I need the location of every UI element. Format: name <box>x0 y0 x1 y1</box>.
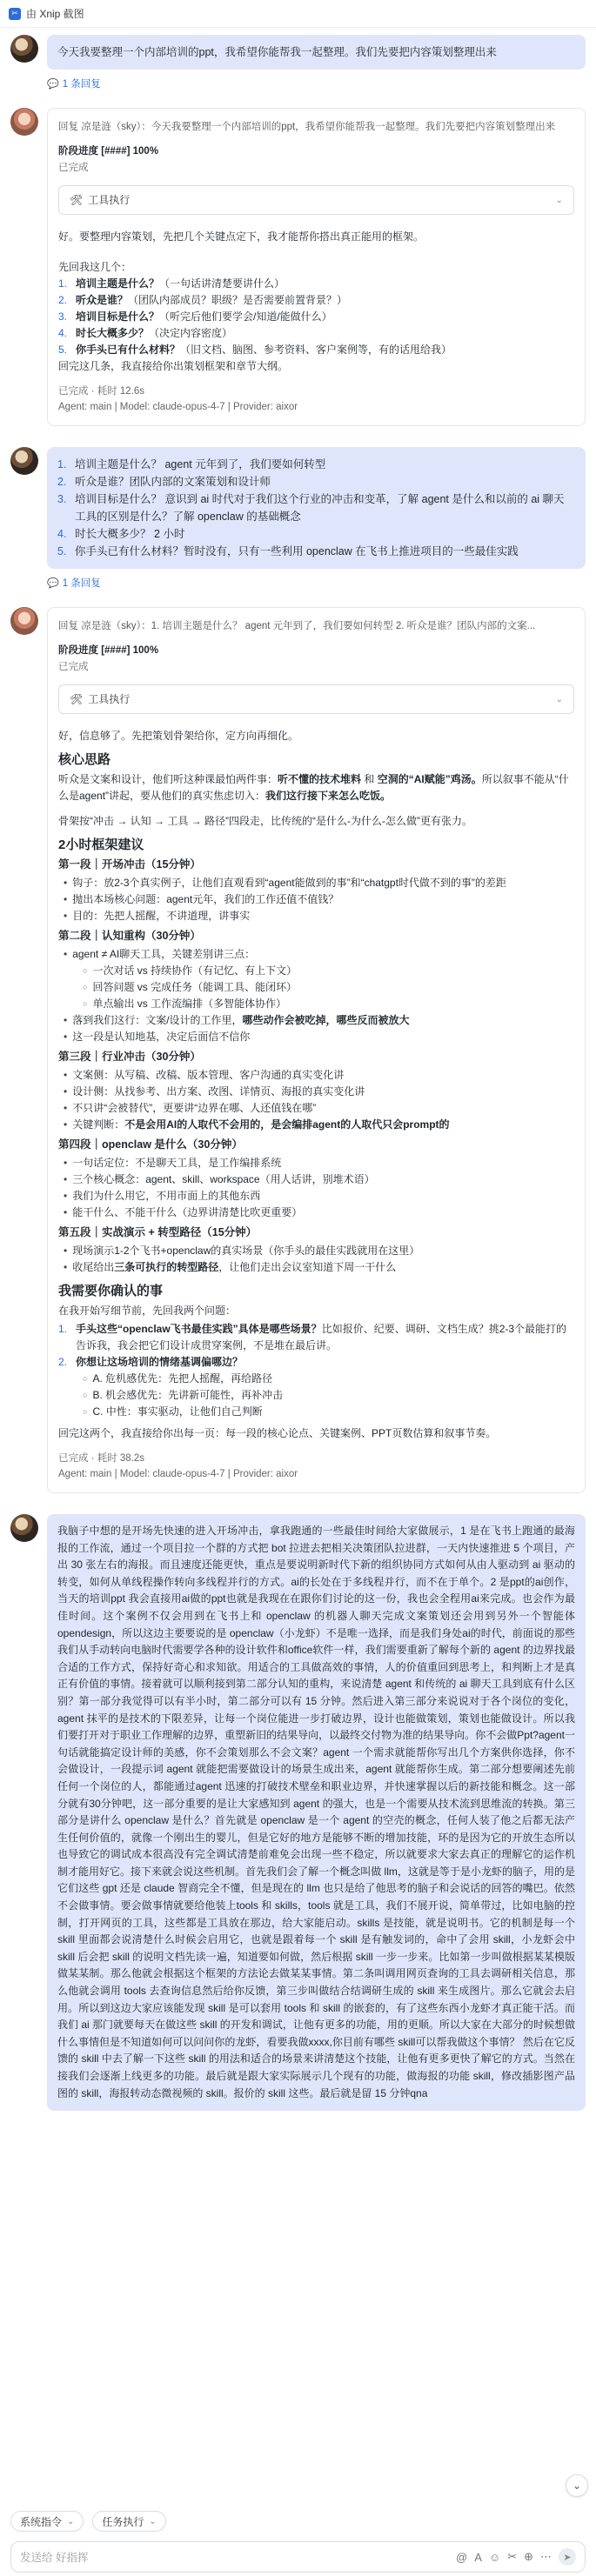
ask-text: 先回我这几个： <box>58 261 132 273</box>
system-instruction-dropdown[interactable]: 系统指令 ⌄ <box>10 2511 84 2532</box>
list-item: ○ 一次对话 vs 持续协作（有记忆、有上下文） <box>83 963 574 979</box>
list-item: 5. 你手头已有什么材料？暂时没有，只有一些利用 openclaw 在飞书上推进项目的一些最佳实践 <box>57 545 519 557</box>
status-text: 已完成 <box>58 163 89 173</box>
tools-icon: 🛠 <box>70 193 84 206</box>
tool-execution-toggle[interactable]: 🛠 工具执行 ⌄ <box>58 684 574 714</box>
list-item: • 目的：先把人摇醒，不讲道理，讲事实 <box>64 908 574 924</box>
add-icon[interactable]: ⊕ <box>524 2550 533 2563</box>
list-item: • agent ≠ AI聊天工具，关键差别讲三点： <box>64 946 574 963</box>
bot-message <box>0 108 596 426</box>
list-item: • 关键判断：不是会用AI的人取代不会用的，是会编排agent的人取代只会prompt的 <box>64 1117 574 1133</box>
bot-message <box>0 607 596 1493</box>
user-message-bubble: 我脑子中想的是开场先快速的进入开场冲击，拿我跑通的一些最佳时间给大家做展示，1 是在飞书上跑通的最海报的工作流，通过一个项目拉一个群的方式把 bot 拉进去把相关决策团队拉进群，一天内快速推进 5 个项目，产出 30 张左右的海报。而且速度还能更快，重点是要说明新时代下新的组织协同方式如何从由人驱动到 ai 驱动的转变，如何从单线程操作转向多线程并行的方式。ai的长处在于多线程并行，而不在于单个。2 是ppt的ai创作，当天的培训ppt 我会直接用ai做的ppt也就是我现在在跟你们讨论的这一份，我也会全程用ai来完成。也会作为最佳时间。这个案例不仅会用到在飞书上和 openclaw 的机器人聊天完成文案策划还会用到另外一个智能体 opendesign，所以这边主要要说的是 openclaw（小龙虾）不是唯一选择，而是我们身处ai的时代，前面说的那些我们从手动转向电脑时代需要学各种的设计软件和office软件一样，我们需要重新了解每个新的 agent 的边界找最合适的工作方式，保持好奇心和求知欲。用适合的工具做高效的事情，人的价值重回到思考上，和判断上才是真正有价值的事情。接着就可以顺利接到第二部分认知的重构，来说清楚 agent 和传统的 ai 聊天工具到底有什么区别？第一部分我觉得可以有半小时，第二部分可以有 15 分钟。然后进入第三部分来说说对于各个岗位的变化，agent 抹平的是技术的下限差异，让每一个岗位能进一步打破边界，设计也能做策划，策划也能做设计。所以我们要打开对于职业工作理解的边界，重塑新旧的结果导向，以最终交付物为准的结果导向。你不会做Ppt?agent一句话就能搞定设计师的美感，你不会策划那么不会文案？agent 一个需求就能帮你写出几个方案供你选择，你不会做设计，一段提示词 agent 就能把需要做设计的场景生成出来，agent 就能帮你生成。第二部分想要阐述先前任何一个岗位的人，都能通过agent 迅速的打破技术壁垒和职业边界，并快速掌握以后的新技能和概念。这一部分就有30分钟吧，这一部分重要的是让大家感知到 agent 的强大，也是一个需要从技术流到思维流的转换。第三部分是讲什么 openclaw 是什么？首先就是 openclaw 是一个 agent 的空壳的概念，任何人装了他之后都无法产生任何价值的，就像一个刚出生的婴儿，但是它好的地方是能够不断的增加技能，环的是因为它的开放生态所以也导致它的调试成本很高没有完全调试清楚前难免会出现一些不稳定，所以就要求大家去真正的理解它的运作机制才能用好它。接下来就会说这些机制。首先我们会了解一个概念叫做 llm，这就是等于是小龙虾的脑子，用的是它们这些 gpt 还是 claude 智商完全不懂，但是现在的 llm 也只是给了他思考的脑子和会说话的回答的嘴巴。依然不会做事情。要会做事情就要给他装上tools 和 skills，tools 就是工具，我们不展开说，简单带过，比如电脑的控制，打开网页的工具，这些都是工具放在那边，给大家能启动。skills 是技能，就是说明书。它的机制是每一个 skill 里面都会说清楚什么时候会启用它，也就是跟着每一个 skill 是有触发词的，命中了会用 skill，小龙虾会中 skill 后会把 skill 的说明文档先读一遍，知道要如何做，然后根据 skill 一步一步来。比如第一步叫做根据某某模版做某某制。那么他就会根据这个框架的方法论去做某某事情。第二条叫调用网页查询的工具去调研相关信息，那么他就会调用 tools 去查询信息然后给你反馈，第三步叫做结合结调研生成的 skill 来生成图片。那么它就会去启用。所以到这边大家应该能发现 skill 是可以套用 tools 和 skill 的嵌套的，有了这些东西小龙虾才真正能干活。而我们 ai 那门就要每天在做这些 skill 的开发和调试，让他有更多的功能，用的更顺。所以大家在大部分的时候想做什么事情但是不知道如何可以问问你的龙虾，看要我做xxxx,你目前有哪些 skill可以帮我做这个事情？ 然后在它反馈的 skill 中去了解一下这些 skill 的用法和适合的场景来讲清楚这个技能，让他有更多更快了解它的方式。当然在接我们会逐渐上线更多的功能。最后就是跟大家实际展示几个现有的功能，做海报的功能 skill，修改插影图产品图的 skill，海报转动态微视频的 skill。报价的 skill 这些。最后就是留 15 分钟qna <box>47 1514 586 2111</box>
list-item: • 收尾给出三条可执行的转型路径，让他们走出会议室知道下周一干什么 <box>64 1259 574 1276</box>
list-item: • 抛出本场核心问题：agent元年，我们的工作还值不值钱？ <box>64 891 574 908</box>
send-button[interactable]: ➤ <box>559 2548 576 2566</box>
user-message <box>0 447 596 602</box>
list-item: 4. 时长大概多少？ 2 小时 <box>57 528 185 540</box>
message-meta: 已完成 · 耗时 12.6s Agent: main | Model: claude-opus-4-7 | Provider: aixor <box>58 386 298 412</box>
user-avatar[interactable] <box>10 1514 38 1542</box>
list-item: • 这一段是认知地基，决定后面信不信你 <box>64 1029 574 1045</box>
confirm-lead: 在我开始写细节前，先回我两个问题： <box>58 1305 237 1317</box>
at-mention-icon[interactable]: @ <box>456 2550 468 2564</box>
list-item: 4. 时长大概多少？（决定内容密度） <box>58 327 233 339</box>
list-item: • 不只讲“会被替代”，更要讲“边界在哪、人还值钱在哪” <box>64 1100 574 1117</box>
window-title: 由 Xnip 截图 <box>26 8 84 20</box>
stage-progress: 阶段进度 [####] 100% <box>58 146 159 157</box>
title-bar <box>0 0 596 28</box>
reply-quote: 回复 凉是涟（sky）：1. 培训主题是什么？ agent 元年到了，我们要如何转型 2. 听众是谁？团队内部的文案... <box>58 621 536 631</box>
list-item: 2. 听众是谁？团队内部的文案策划和设计师 <box>57 476 271 488</box>
bot-message-card <box>47 607 586 1493</box>
core-paragraph: 骨架按“冲击 → 认知 → 工具 → 路径”四段走，比传统的“是什么-为什么-怎么做”更有张力。 <box>58 815 472 827</box>
status-text: 已完成 <box>58 662 89 672</box>
subsection-heading: 第四段｜openclaw 是什么（30分钟） <box>58 1138 243 1151</box>
list-item: • 能干什么、不能干什么（边界讲清楚比吹更重要） <box>64 1205 574 1221</box>
user-message <box>0 1514 596 2111</box>
list-item: • 现场演示1-2个飞书+openclaw的真实场景（你手头的最佳实践就用在这里） <box>64 1243 574 1259</box>
scissors-icon[interactable]: ✂ <box>507 2550 518 2563</box>
subsection-heading: 第五段｜实战演示 + 转型路径（15分钟） <box>58 1226 258 1238</box>
section-heading: 我需要你确认的事 <box>58 1284 164 1298</box>
user-avatar[interactable] <box>10 447 38 475</box>
subsection-heading: 第二段｜认知重构（30分钟） <box>58 930 201 942</box>
chevron-down-icon: ⌄ <box>149 2516 157 2526</box>
user-avatar[interactable] <box>10 35 38 63</box>
list-item: • 落到我们这行：文案/设计的工作里，哪些动作会被吃掉，哪些反而被放大 <box>64 1012 574 1029</box>
task-execution-dropdown[interactable]: 任务执行 ⌄ <box>92 2511 165 2532</box>
reply-icon: 💬 <box>47 577 59 589</box>
list-item: • 钩子：放2-3个真实例子，让他们直观看到“agent能做到的事”和“chatgpt时代做不到的事”的差距 <box>64 875 574 891</box>
subsection-heading: 第三段｜行业冲击（30分钟） <box>58 1051 201 1063</box>
outro-text: 回完这两个，我直接给你出每一页：每一段的核心论点、关键案例、PPT页数估算和叙事节奏。 <box>58 1427 497 1439</box>
subsection-heading: 第一段｜开场冲击（15分钟） <box>58 858 201 871</box>
intro-text: 好，信息够了。先把策划骨架给你，定方向再细化。 <box>58 730 299 742</box>
list-item: • 一句话定位：不是聊天工具，是工作编排系统 <box>64 1155 574 1171</box>
list-item: 2. 你想让这场培训的情绪基调偏哪边？ <box>58 1356 244 1368</box>
core-paragraph: 听众是文案和设计，他们听这种课最怕两件事：听不懂的技术堆料 和 空洞的“AI赋能”鸡汤。所以叙事不能从“什么是agent”讲起，要从他们的真实焦虑切入：我们这行接下来怎么吃饭。 <box>58 773 569 802</box>
message-meta: 已完成 · 耗时 38.2s Agent: main | Model: claude-opus-4-7 | Provider: aixor <box>58 1453 298 1479</box>
bot-avatar[interactable] <box>10 607 38 635</box>
tool-execution-toggle[interactable]: 🛠 工具执行 ⌄ <box>58 185 574 215</box>
message-input-placeholder: 发送给 好指挥 <box>20 2552 89 2564</box>
reply-count-link[interactable]: 💬 1 条回复 <box>47 78 101 90</box>
scroll-down-button[interactable] <box>566 2474 588 2497</box>
chevron-down-icon: ⌄ <box>572 2479 582 2492</box>
reply-quote: 回复 凉是涟（sky）：今天我要整理一个内部培训的ppt，我希望你能帮我一起整理。我们先要把内容策划整理出来 <box>58 122 556 132</box>
text-format-icon[interactable]: A <box>474 2550 482 2564</box>
chevron-down-icon: ⌄ <box>555 195 563 205</box>
composer-area <box>0 2506 596 2576</box>
list-item: 5. 你手头已有什么材料？（旧文档、脑图、参考资料、客户案例等，有的话甩给我） <box>58 344 452 356</box>
list-item: 3. 培训目标是什么？（听完后他们要学会/知道/能做什么） <box>58 310 332 323</box>
list-item: • 我们为什么用它，不用市面上的其他东西 <box>64 1188 574 1205</box>
xnip-app-icon: ✂ <box>9 8 21 20</box>
intro-text: 好。要整理内容策划，先把几个关键点定下，我才能帮你搭出真正能用的框架。 <box>58 230 425 243</box>
list-item: 3. 培训目标是什么？ 意识到 ai 时代对于我们这个行业的冲击和变革，了解 agent 是什么和以前的 ai 聊天工具的区别是什么？了解 openclaw 的基础概念 <box>57 493 565 523</box>
chevron-down-icon: ⌄ <box>67 2516 75 2526</box>
list-item: • 文案侧：从写稿、改稿、版本管理、客户沟通的真实变化讲 <box>64 1067 574 1084</box>
more-icon[interactable]: ⋯ <box>540 2550 552 2563</box>
section-heading: 2小时框架建议 <box>58 838 144 852</box>
list-item: 1. 手头这些“openclaw飞书最佳实践”具体是哪些场景？比如报价、纪要、调研、文档生成？挑2-3个最能打的告诉我，我会把它们设计成贯穿案例，不是堆在最后讲。 <box>58 1323 567 1351</box>
list-item: ○ 单点输出 vs 工作流编排（多智能体协作） <box>83 996 574 1012</box>
bot-message-card <box>47 108 586 426</box>
list-item: 2. 听众是谁？（团队内部成员？职级？是否需要前置背景？） <box>58 294 348 306</box>
emoji-icon[interactable]: ☺ <box>488 2550 501 2564</box>
list-item: 1. 培训主题是什么？ agent 元年到了，我们要如何转型 <box>57 458 326 470</box>
list-item: 1. 培训主题是什么？（一句话讲清楚要讲什么） <box>58 277 285 290</box>
chevron-down-icon: ⌄ <box>555 694 563 704</box>
tools-icon: 🛠 <box>70 692 84 705</box>
list-item: • 三个核心概念：agent、skill、workspace（用人话讲，别堆术语） <box>64 1171 574 1188</box>
bot-avatar[interactable] <box>10 108 38 136</box>
user-message-bubble: 今天我要整理一个内部培训的ppt，我希望你能帮我一起整理。我们先要把内容策划整理出来 <box>47 35 586 70</box>
list-item: ○ A. 危机感优先：先把人摇醒，再给路径 <box>83 1371 574 1387</box>
reply-icon: 💬 <box>47 78 59 90</box>
user-message-bubble <box>47 447 586 569</box>
list-item: ○ C. 中性：事实驱动，让他们自己判断 <box>83 1404 574 1420</box>
list-item: • 设计侧：从找参考、出方案、改图、详情页、海报的真实变化讲 <box>64 1084 574 1100</box>
reply-count-link[interactable]: 💬 1 条回复 <box>47 577 101 589</box>
stage-progress: 阶段进度 [####] 100% <box>58 645 159 656</box>
message-feed[interactable] <box>0 28 596 2506</box>
section-heading: 核心思路 <box>58 752 111 767</box>
question-list <box>58 276 574 358</box>
message-input[interactable] <box>10 2541 586 2573</box>
list-item: ○ 回答问题 vs 完成任务（能调工具、能闭环） <box>83 979 574 996</box>
list-item: ○ B. 机会感优先：先讲新可能性，再补冲击 <box>83 1387 574 1404</box>
outro-text: 回完这几条，我直接给你出策划框架和章节大纲。 <box>58 360 289 372</box>
user-message <box>0 35 596 103</box>
